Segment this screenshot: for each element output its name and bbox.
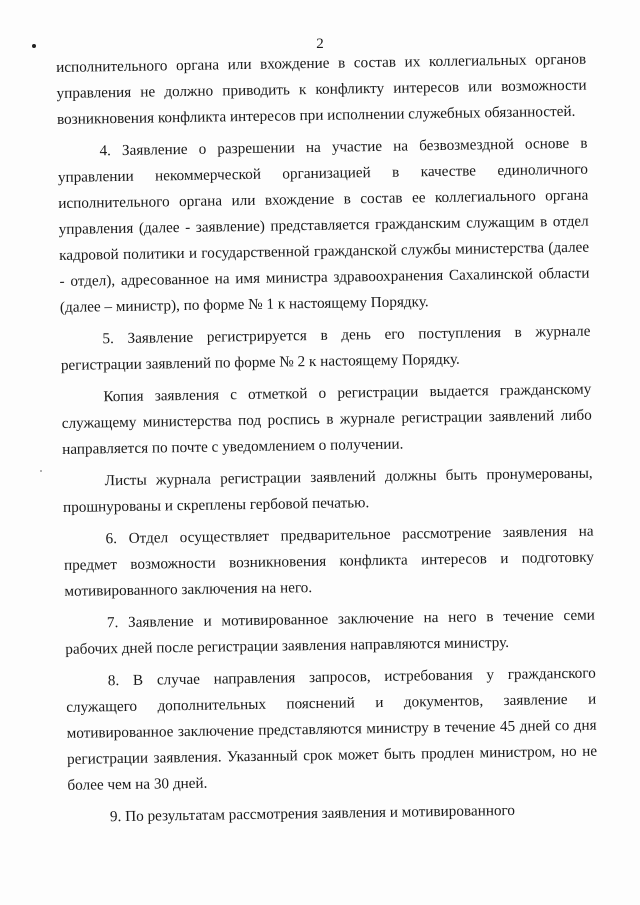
- page-number: 2: [316, 36, 324, 52]
- document-body: [56, 47, 598, 831]
- paragraph-5: 5. Заявление регистрируется в день его поступления в журнале регистрации заявлений по форме № 2 к настоящему Порядку.: [60, 322, 591, 374]
- paragraph-journal: Листы журнала регистрации заявлений должны быть пронумерованы, прошнурованы и скреплены гербовой печатью.: [62, 464, 593, 516]
- paragraph-4: 4. Заявление о разрешении на участие на безвозмездной основе в управлении некоммерческой организацией в качестве единоличного исполнительного органа или вхождение в состав ее коллегиального органа управления (далее - заявление) представляется гражданским служащим в отдел кадровой политики и государственной гражданской службы министерства (далее - отдел), адресованное на имя министра здравоохранения Сахалинской области (далее – министр), по форме № 1 к настоящему Порядку.: [57, 134, 590, 316]
- paragraph-8: 8. В случае направления запросов, истребования у гражданского служащего дополнительных пояснений и документов, заявление и мотивированное заключение представляются министру в течение 45 дней со дня регистрации заявления. Указанный срок может быть продлен министром, но не более чем на 30 дней.: [66, 664, 598, 794]
- paragraph-7: 7. Заявление и мотивированное заключение на него в течение семи рабочих дней после регистрации заявления направляются министру.: [65, 606, 595, 658]
- paragraph-6: 6. Отдел осуществляет предварительное рассмотрение заявления на предмет возможности возникновения конфликта интересов и подготовку мотивированного заключения на него.: [63, 522, 595, 600]
- scan-speck: [40, 470, 42, 472]
- paragraph-9: 9. По результатам рассмотрения заявления и мотивированного: [109, 801, 516, 826]
- paragraph-continuation: исполнительного органа или вхождение в состав их коллегиальных органов управления не должно приводить к конфликту интересов или возможности возникновения конфликта интересов при исполнении служебных обязанностей.: [56, 50, 587, 128]
- paragraph-copy: Копия заявления с отметкой о регистрации выдается гражданскому служащему министерства под роспись в журнале регистрации заявлений либо направляется по почте с уведомлением о получении.: [61, 380, 592, 458]
